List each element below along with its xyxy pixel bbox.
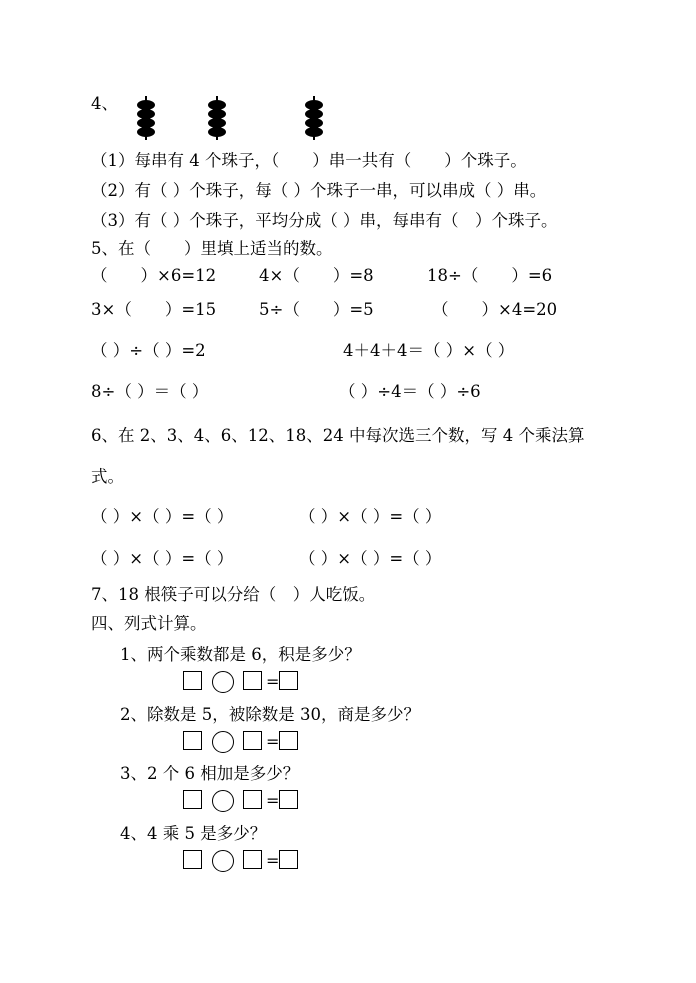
operator-circle[interactable] bbox=[212, 671, 234, 693]
q4-item-1: （1）每串有 4 个珠子，（ ）串一共有（ ）个珠子。 bbox=[91, 151, 527, 170]
q5-r1-c3: 18÷（ ）=6 bbox=[427, 266, 553, 285]
operator-circle[interactable] bbox=[212, 790, 234, 812]
answer-box[interactable] bbox=[243, 671, 262, 690]
q5-title: 5、在（ ）里填上适当的数。 bbox=[91, 239, 333, 258]
q6-r2-c2: （ ）×（ ）=（ ） bbox=[299, 549, 442, 568]
q6-line-2: 式。 bbox=[91, 467, 124, 486]
q7-text: 7、18 根筷子可以分给（ ）人吃饭。 bbox=[91, 585, 376, 604]
q5-r2-c2: 5÷（ ）=5 bbox=[259, 300, 374, 319]
q5-r1-c1: （ ）×6=12 bbox=[91, 266, 217, 285]
answer-box[interactable] bbox=[243, 731, 262, 750]
problem-2: 2、除数是 5，被除数是 30，商是多少？ bbox=[120, 705, 420, 724]
answer-box[interactable] bbox=[279, 731, 298, 750]
problem-1: 1、两个乘数都是 6，积是多少？ bbox=[120, 645, 361, 664]
answer-row-2 bbox=[183, 731, 303, 753]
q5-r3-c2: 4＋4＋4＝（ ）×（ ） bbox=[343, 341, 515, 360]
answer-box[interactable] bbox=[183, 671, 202, 690]
operator-circle[interactable] bbox=[212, 731, 234, 753]
bead-string-3 bbox=[305, 96, 323, 140]
answer-box[interactable] bbox=[183, 731, 202, 750]
problem-3: 3、2 个 6 相加是多少？ bbox=[120, 764, 300, 783]
problem-4: 4、4 乘 5 是多少？ bbox=[120, 824, 267, 843]
q6-r2-c1: （ ）×（ ）=（ ） bbox=[91, 549, 234, 568]
q5-r2-c3: （ ）×4=20 bbox=[432, 300, 558, 319]
q4-item-3: （3）有（ ）个珠子，平均分成（ ）串，每串有（ ）个珠子。 bbox=[91, 211, 558, 230]
equals-sign: = bbox=[266, 851, 280, 870]
q6-r1-c2: （ ）×（ ）=（ ） bbox=[299, 507, 442, 526]
q5-r4-c2: （ ）÷4＝（ ）÷6 bbox=[339, 382, 481, 401]
answer-row-4 bbox=[183, 850, 303, 872]
equals-sign: = bbox=[266, 791, 280, 810]
q5-r3-c1: （ ）÷（ ）=2 bbox=[91, 341, 206, 360]
q6-line-1: 6、在 2、3、4、6、12、18、24 中每次选三个数，写 4 个乘法算 bbox=[91, 426, 585, 445]
bead-string-1 bbox=[137, 96, 155, 140]
answer-box[interactable] bbox=[243, 850, 262, 869]
section4-title: 四、列式计算。 bbox=[91, 614, 207, 633]
q6-r1-c1: （ ）×（ ）=（ ） bbox=[91, 507, 234, 526]
answer-box[interactable] bbox=[183, 850, 202, 869]
q4-label: 4、 bbox=[91, 94, 118, 113]
answer-box[interactable] bbox=[279, 850, 298, 869]
operator-circle[interactable] bbox=[212, 850, 234, 872]
equals-sign: = bbox=[266, 732, 280, 751]
answer-box[interactable] bbox=[279, 790, 298, 809]
q4-item-2: （2）有（ ）个珠子，每（ ）个珠子一串，可以串成（ ）串。 bbox=[91, 181, 547, 200]
q5-r4-c1: 8÷（ ）＝（ ） bbox=[91, 382, 209, 401]
answer-row-3 bbox=[183, 790, 303, 812]
q5-r1-c2: 4×（ ）=8 bbox=[259, 266, 374, 285]
answer-row-1 bbox=[183, 671, 303, 693]
answer-box[interactable] bbox=[183, 790, 202, 809]
q5-r2-c1: 3×（ ）=15 bbox=[91, 300, 217, 319]
answer-box[interactable] bbox=[279, 671, 298, 690]
bead-string-2 bbox=[208, 96, 226, 140]
equals-sign: = bbox=[266, 672, 280, 691]
answer-box[interactable] bbox=[243, 790, 262, 809]
